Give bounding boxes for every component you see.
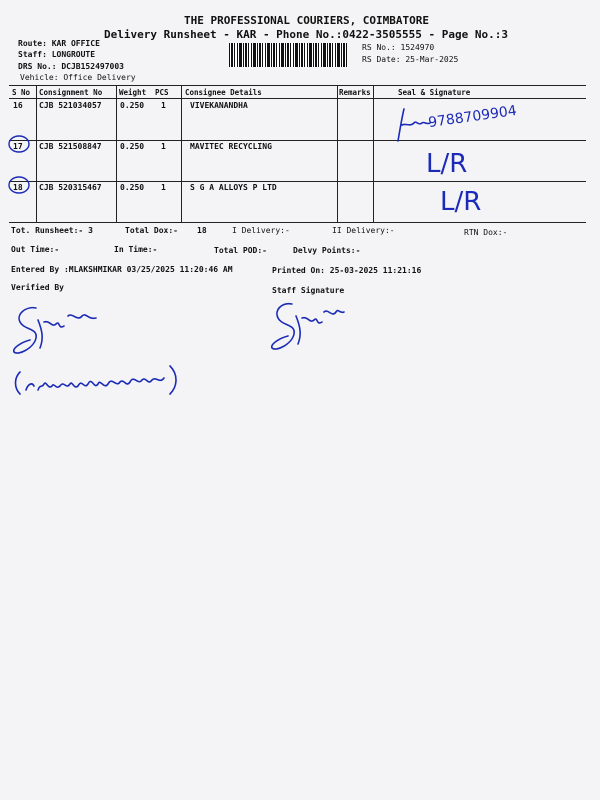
col-header-consignment: Consignment No [39,88,103,97]
rs-number: RS No.: 1524970 [362,43,435,52]
row-consignee: MAVITEC RECYCLING [190,142,272,151]
vehicle-label: Vehicle: Office Delivery [20,73,136,82]
row-weight: 0.250 [120,183,145,192]
drs-number: DRS No.: DCJB152497003 [18,62,124,71]
recipient-signature-scribble [392,103,432,145]
staff-signature-label: Staff Signature [272,286,345,295]
col-header-remarks: Remarks [339,88,371,97]
column-divider [181,85,182,222]
column-divider [116,85,117,222]
handwritten-lr: L/R [426,149,468,179]
table-top-border [9,85,586,86]
column-divider [337,85,338,222]
table-header-border [9,98,586,99]
col-header-consignee: Consignee Details [185,88,262,97]
rs-date: RS Date: 25-Mar-2025 [362,55,459,64]
total-runsheet: Tot. Runsheet:- 3 [11,226,93,235]
col-header-pcs: PCS [155,88,169,97]
barcode-image [229,43,347,67]
row-consignee: VIVEKANANDHA [190,101,248,110]
column-divider [373,85,374,222]
staff-signature [268,298,348,356]
column-divider [36,85,37,222]
route-label: Route: KAR OFFICE [18,39,100,48]
row-sno: 17 [13,142,23,151]
handwritten-circles [5,134,35,204]
entered-by: Entered By :MLAKSHMIKAR 03/25/2025 11:20:46 AM [11,265,233,274]
handwritten-name [12,360,192,400]
in-time: In Time:- [114,245,158,254]
row-sno: 18 [13,183,23,192]
row-consignment-no: CJB 521508847 [39,142,102,151]
rtn-dox: RTN Dox:- [464,228,508,237]
row-pcs: 1 [161,183,166,192]
verifier-signature [8,300,108,365]
row-divider [9,140,586,141]
total-pod: Total POD:- [214,246,267,255]
company-title: THE PROFESSIONAL COURIERS, COIMBATORE [184,14,430,27]
col-header-sno: S No [12,88,31,97]
verified-by-label: Verified By [11,283,64,292]
col-header-signature: Seal & Signature [398,88,471,97]
row-consignment-no: CJB 520315467 [39,183,102,192]
handwritten-phone: 9788709904 [427,102,518,132]
row-divider [9,181,586,182]
runsheet-title: Delivery Runsheet - KAR - Phone No.:0422-3505555 - Page No.:3 [104,28,508,41]
printed-on: Printed On: 25-03-2025 11:21:16 [272,266,422,275]
row-weight: 0.250 [120,101,145,110]
row-consignee: S G A ALLOYS P LTD [190,183,277,192]
handwritten-lr: L/R [440,187,482,217]
total-dox-value: 18 [197,226,207,235]
delivery-points: Delvy Points:- [293,246,361,255]
out-time: Out Time:- [11,245,60,254]
row-pcs: 1 [161,142,166,151]
staff-label: Staff: LONGROUTE [18,50,96,59]
total-dox-label: Total Dox:- [125,226,178,235]
row-pcs: 1 [161,101,166,110]
table-bottom-border [9,222,586,223]
ii-delivery: II Delivery:- [332,226,395,235]
row-consignment-no: CJB 521034057 [39,101,102,110]
col-header-weight: Weight [119,88,147,97]
row-sno: 16 [13,101,23,110]
i-delivery: I Delivery:- [232,226,290,235]
row-weight: 0.250 [120,142,145,151]
